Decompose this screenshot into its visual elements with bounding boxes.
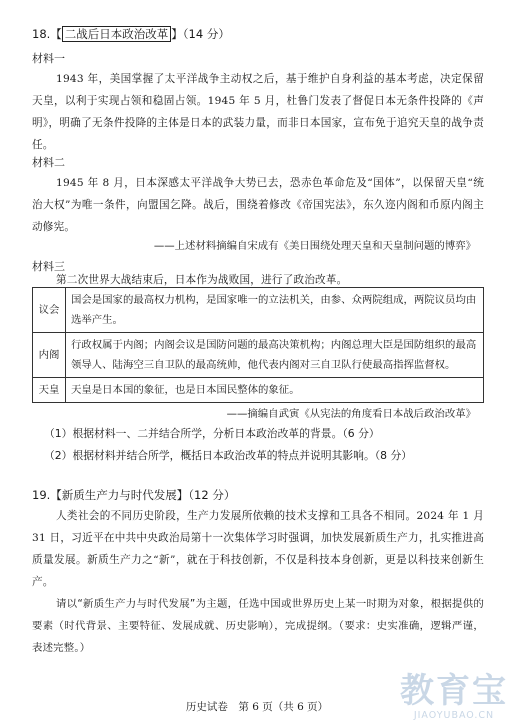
- watermark-text: 教育宝: [400, 671, 508, 711]
- material-3-text: [32, 272, 484, 288]
- q19-task-body: 请以“新质生产力与时代发展”为主题，任选中国或世界历史上某一时期为对象，根据提供的要素（时代背景、主要特征、发展成就、历史影响），完成提纲。（要求：史实准确，逻辑严谨，表述完整。）: [32, 598, 484, 654]
- reform-table: [32, 287, 484, 403]
- table-body-cell: 天皇是日本国的象征，也是日本国民整体的象征。: [66, 378, 484, 403]
- material-1-text: [32, 68, 484, 156]
- q18-sub-question-2: （2）根据材料并结合所学，概括日本政治改革的特点并说明其影响。（8 分）: [44, 449, 413, 462]
- material-2-text: [32, 172, 484, 238]
- material-3-source: ——摘编自武寅《从宪法的角度看日本战后政治改革》: [226, 408, 476, 420]
- table-row: [33, 333, 484, 378]
- table-row: [33, 378, 484, 403]
- material-3-body: 第二次世界大战结束后，日本作为战败国，进行了政治改革。: [56, 274, 348, 286]
- q18-sub-question-1: （1）根据材料一、二并结合所学，分析日本政治改革的背景。（6 分）: [44, 427, 380, 440]
- q18-bracket-open: 【: [50, 27, 62, 41]
- q19-task: [32, 593, 484, 659]
- q19-topic: 【新质生产力与时代发展】: [50, 488, 189, 502]
- q18-points: （14 分）: [182, 27, 230, 41]
- table-head-cell: 内阁: [33, 333, 66, 378]
- table-body-cell: 国会是国家的最高权力机构，是国家唯一的立法机关，由参、众两院组成，两院议员均由选举产生。: [66, 288, 484, 333]
- material-1-body: 1943 年，美国掌握了太平洋战争主动权之后，基于维护自身利益的基本考虑，决定保留天皇，以利于实现占领和稳固占领。1945 年 5 月，杜鲁门发表了督促日本无条件投降的《声明》，明确了无条件投降的主体是日本的武装力量，而非日本国家，宣布免于追究天皇的战争责任。: [32, 73, 484, 151]
- material-2-label: 材料二: [32, 156, 65, 169]
- material-2-source: ——上述材料摘编自宋成有《美日围绕处理天皇和天皇制问题的博弈》: [153, 240, 476, 252]
- table-head-cell: 天皇: [33, 378, 66, 403]
- table-head-cell: 议会: [33, 288, 66, 333]
- q19-material: [32, 505, 484, 593]
- q19-title: [32, 487, 235, 503]
- q19-points: （12 分）: [188, 488, 236, 502]
- material-3-label: 材料三: [32, 260, 65, 273]
- page-footer: 历史试卷 第 6 页（共 6 页）: [185, 701, 329, 713]
- material-1-label: 材料一: [32, 52, 65, 65]
- table-row: [33, 288, 484, 333]
- q18-bracket-close: 】: [171, 27, 183, 41]
- q19-number: 19.: [32, 488, 51, 502]
- watermark-url: JIAOYUBAO.CN: [413, 710, 495, 721]
- q18-number: 18.: [32, 27, 51, 41]
- table-body-cell: 行政权属于内阁；内阁会议是国防问题的最高决策机构；内阁总理大臣是国防组织的最高领导人、陆海空三自卫队的最高统帅，他代表内阁对三自卫队行使最高指挥监督权。: [66, 333, 484, 378]
- q19-material-body: 人类社会的不同历史阶段，生产力发展所依赖的技术支撑和工具各不相同。2024 年 1 月 31 日，习近平在中共中央政治局第十一次集体学习时强调，加快发展新质生产力，扎实推进高质量发展。新质生产力之“新”，就在于科技创新，不仅是科技本身创新，更是以科技来创新生产。: [32, 510, 484, 588]
- q18-title: [32, 26, 230, 42]
- q18-topic: 二战后日本政治改革: [62, 26, 172, 42]
- material-2-body: 1945 年 8 月，日本深感太平洋战争大势已去，恐赤色革命危及“国体”，以保留天皇“统治大权”为唯一条件，向盟国乞降。战后，围绕着修改《帝国宪法》，东久迩内阁和币原内阁主动修宪。: [32, 177, 484, 233]
